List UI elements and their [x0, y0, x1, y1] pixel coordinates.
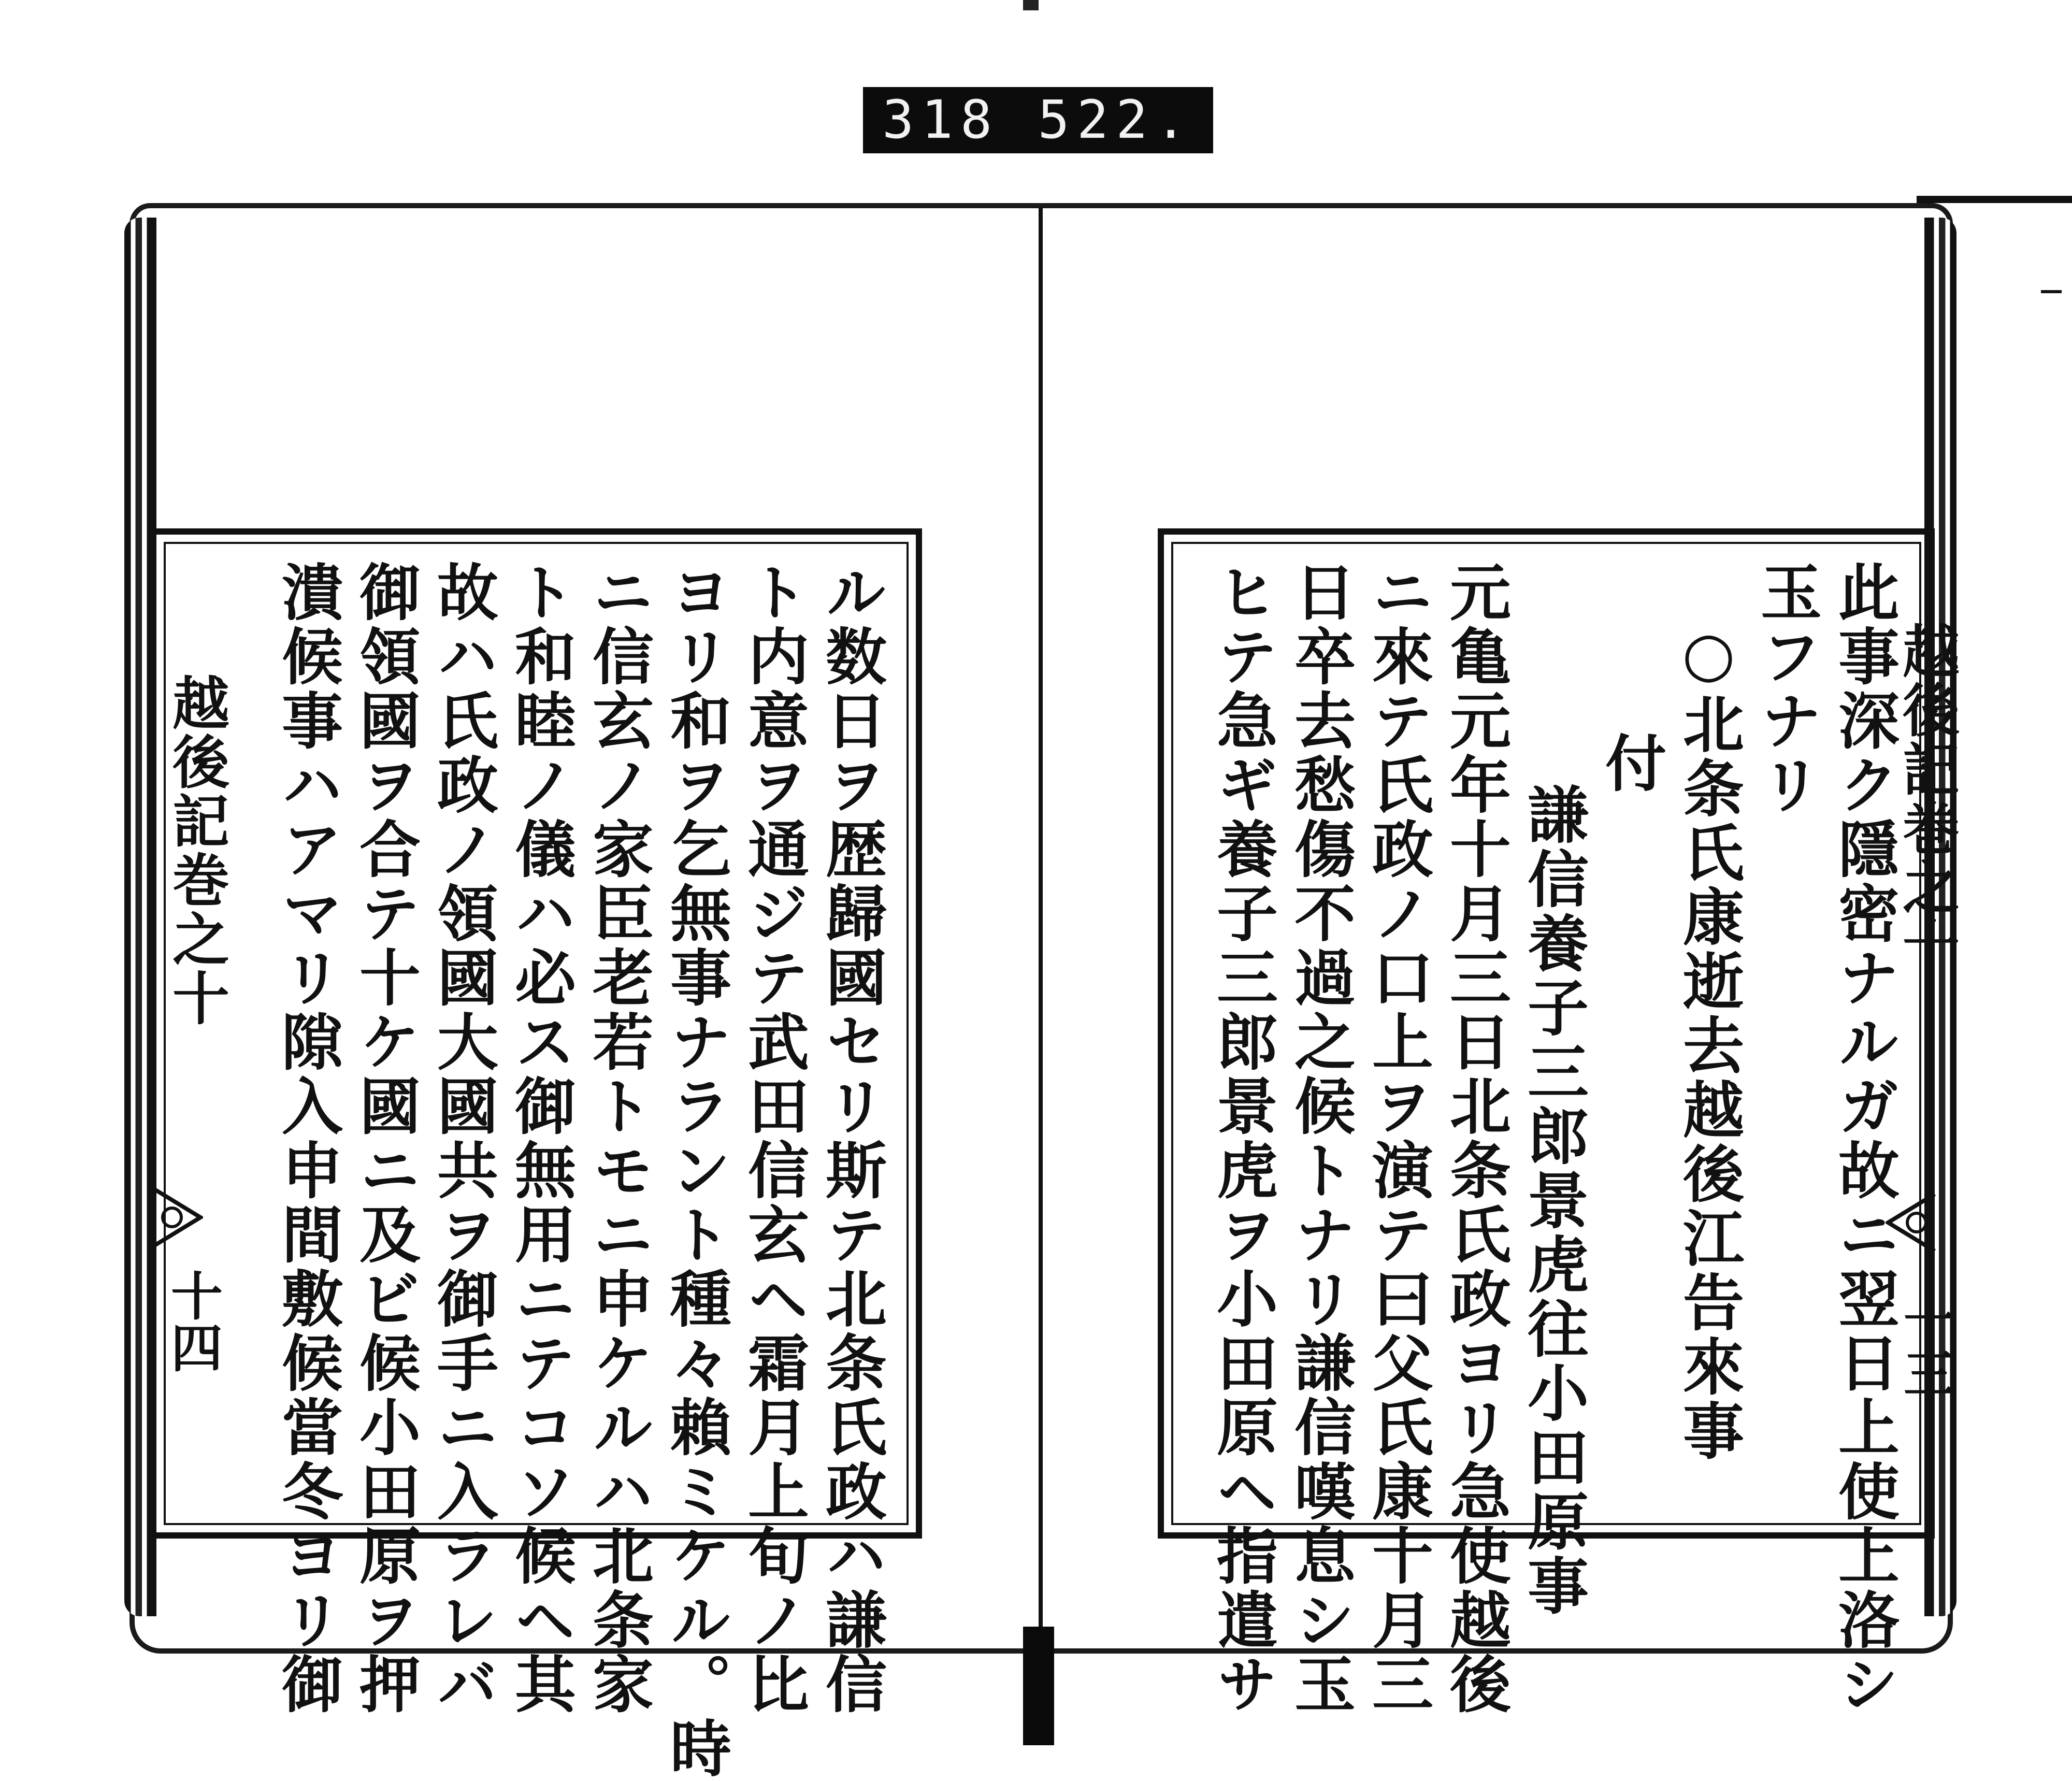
section-heading: ○北条氏康逝去越後江告來事 — [1673, 617, 1745, 1463]
scan-rule-tick — [2041, 290, 2062, 293]
left-page-folio: 十四 — [162, 1269, 223, 1373]
text-column: ヒテ急ギ養子三郎景虎ヲ小田原ヘ指遣サ — [1206, 561, 1278, 1717]
microfilm-reel-label — [863, 87, 1213, 153]
text-column: ヨリ和ヲ乞無事ナラント種々賴ミケル。時 — [660, 561, 732, 1781]
binding-stitch — [1023, 1627, 1054, 1745]
scan-edge-mark — [1023, 0, 1039, 10]
reel-label-right: 522. — [1038, 89, 1194, 151]
text-column: ト和睦ノ儀ハ必ス御無用ニテコソ候ヘ其 — [505, 561, 577, 1717]
text-column: 潰候事ハアマリ隙入申間敷候當冬ヨリ御 — [271, 561, 343, 1717]
right-page-colophon: 越後記巻之十 — [1893, 622, 1960, 976]
text-column: 元亀元年十月三日北条氏政ヨリ急使越後 — [1440, 561, 1512, 1717]
center-gutter — [1039, 207, 1043, 1647]
text-column: 故ハ氏政ノ領國大國共ヲ御手ニ入ラレバ — [427, 561, 499, 1717]
text-column: 御領國ヲ合テ十ケ國ニ及ビ候小田原ヲ押 — [349, 561, 421, 1717]
right-page-text-frame — [1158, 528, 1935, 1717]
text-column: ル数日ヲ歴歸國セリ斯テ北条氏政ハ謙信 — [815, 561, 887, 1717]
text-column: ニ來テ氏政ノ口上ヲ演テ曰父氏康十月三 — [1362, 561, 1434, 1717]
left-page-colophon: 越後記巻之十 — [163, 673, 230, 1028]
left-page-text-frame — [150, 528, 922, 1781]
text-column: ト内意ヲ通ジテ武田信玄ヘ霜月上旬ノ比 — [738, 561, 810, 1717]
text-column: 玉フナリ — [1750, 561, 1822, 817]
text-column: 此事深ク隱密ナルガ故ニ翌日上使上洛シ — [1828, 561, 1900, 1717]
right-page-folio: 十三 — [1895, 1295, 1956, 1399]
right-page-text — [1185, 561, 1903, 1717]
subheading-marker: 付 — [1595, 731, 1667, 796]
left-page-text — [188, 561, 890, 1781]
subheading: 謙信養子三郎景虎往小田原事 — [1517, 783, 1589, 1618]
scan-rule-line — [1917, 196, 2072, 203]
reel-label-left: 318 — [882, 89, 1000, 151]
text-column: ニ信玄ノ家臣老若トモニ申ケルハ北条家 — [582, 561, 654, 1717]
fishtail-mark-icon — [1886, 1191, 1937, 1254]
text-column: 日卒去愁傷不過之候トナリ謙信嘆息シ玉 — [1284, 561, 1356, 1717]
